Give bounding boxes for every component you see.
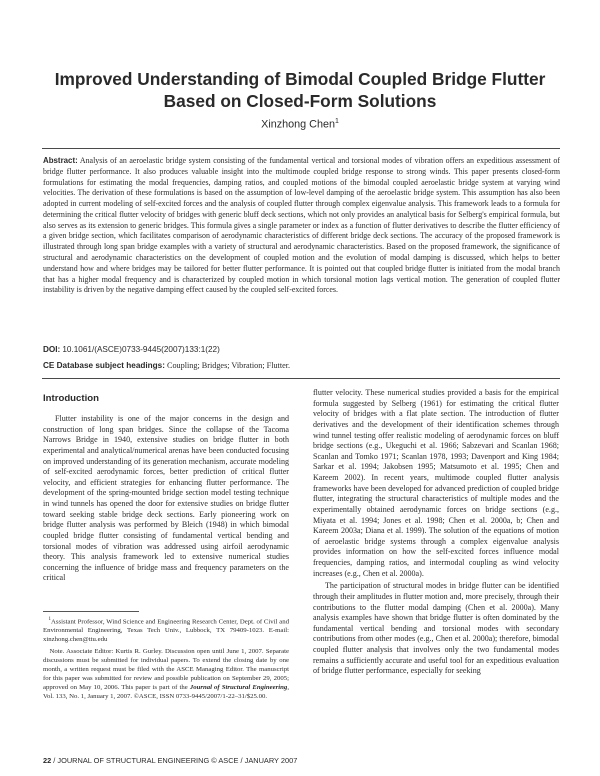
introduction-paragraph-2: [313, 581, 559, 677]
introduction-paragraph-1-continued: flutter velocity. These numerical studies provided a basis for the empirical formula suggested by Selberg (1961) for estimating the critical flutter velocity of bridges with a flat plate section. The introduction of flutter derivatives and the development of their identification schemes through wind tunnel testing offer realistic modeling of aerodynamic forces on bluff bridge sections (e.g., Ukeguchi et al. 1966; Sabzevari and Scanlan 1968; Scanlan and Tomko 1971; Scanlan 1978, 1993; Davenport and King 1984; Sarkar et al. 1994; Jakobsen 1995; Matsumoto et al. 1995; Chen and Kareem 2002). In recent years, multimode coupled flutter analysis frameworks have been developed for advanced prediction of coupled bridge flutter, integrating the structural characteristics of multiple modes and the experimentally obtained aerodynamic forces on bridge sections (e.g., Miyata et al. 1994; Jones et al. 1998; Chen et al. 2000a, b; Chen and Kareem 2003a; Diana et al. 1999). The solution of the equations of motion of aeroelastic bridge systems through a complex eigenvalue analysis provides information on how the self-excited forces influence modal frequencies, damping ratios, and intermodal coupling as wind velocity increases (e.g., Chen et al. 2000a).: [313, 388, 559, 578]
footer-journal-line: / JOURNAL OF STRUCTURAL ENGINEERING © ASCE / JANUARY 2007: [53, 756, 298, 765]
author-name: Xinzhong Chen: [261, 118, 335, 131]
abstract-top-rule: [42, 148, 560, 149]
paper-title: [20, 68, 580, 112]
footnote-rule: [43, 611, 139, 612]
author-footnote-mark: 1: [334, 118, 339, 125]
subject-headings-value: Coupling; Bridges; Vibration; Flutter.: [166, 361, 291, 370]
left-column: [43, 393, 289, 584]
note-text-after: , Vol. 133, No. 1, January 1, 2007. ©ASCE, ISSN 0733-9445/2007/1-22–31/$25.00.: [43, 683, 289, 700]
page-number: 22: [43, 756, 52, 765]
author-line: [0, 118, 600, 131]
note-text-before: Note. Associate Editor: Kurtis R. Gurley. Discussion open until June 1, 2007. Separate discussions must be submitted for individual papers. To extend the closing date by one month, a written request must be filed with the ASCE Managing Editor. The manuscript for this paper was submitted for review and possible publication on September 29, 2005; approved on May 10, 2006. This paper is part of the: [43, 647, 290, 691]
abstract-bottom-rule: [42, 378, 560, 379]
subject-headings-label: CE Database subject headings:: [43, 361, 165, 370]
doi-line: [43, 345, 560, 354]
journal-name: Journal of Structural Engineering: [189, 683, 288, 691]
introduction-heading: Introduction: [43, 393, 99, 404]
abstract-label: Abstract:: [43, 156, 78, 165]
introduction-paragraph-1: [43, 414, 289, 584]
footnote-mark: 1: [48, 617, 52, 622]
footnote-note: [43, 648, 289, 701]
abstract-text: Analysis of an aeroelastic bridge system consisting of the fundamental vertical and torsional modes of vibration offers an expeditious assessment of bridge flutter performance. It also produces valuable insight into the multimode coupled bridge response to strong winds. This paper presents closed-form formulations for estimating the modal frequencies, damping ratios, and coupled motions of the bimodal coupled aeroelastic bridge system at varying wind velocities. The derivation of these formulations is based on the assumption of low-level damping of the aeroelastic bridge system. This assumption has also been adopted in current modeling of self-excited forces and the analysis of coupled flutter through complex eigenvalue analysis. This framework leads to a formula for determining the critical flutter velocity of bridges with generic bluff deck sections, which not only provides an analytical basis for Selberg's empirical formula, but also serves as its extension to generic bridges. This formula gives a single parameter or index as a function of flutter derivatives to describe the flutter efficiency of a given bridge section, which facilitates comparison of aerodynamic characteristics of different bridge deck sections. The accuracy of the proposed framework is illustrated through long span bridge examples with a variety of structural and aerodynamic characteristics. Based on the proposed framework, the significance of structural and aerodynamic characteristics on the development of coupled motion and the evolution of modal damping is discussed, which helps to better understand how and where bridges may be tailored for better flutter performance. It is pointed out that coupled bridge flutter is initiated from the modal branch that has a higher modal frequency and is characterized by coupled motion in which torsional motion lags vertical motion. The generation of coupled flutter instability is driven by the negative damping effect caused by the coupled self-excited forces.: [43, 156, 560, 295]
right-column: [313, 388, 559, 677]
paper-title-line-2: Based on Closed-Form Solutions: [163, 91, 437, 111]
doi-label: DOI:: [43, 345, 61, 354]
paper-title-line-1: Improved Understanding of Bimodal Coupled Bridge Flutter: [54, 69, 546, 89]
footnotes: [43, 616, 289, 701]
abstract: [43, 156, 560, 296]
introduction-right-text-2: The participation of structural modes in bridge flutter can be identified through their amplitudes in flutter motion and, more precisely, through their contributions to the flutter modal damping (Chen et al. 2000a). Many analysis examples have shown that bridge flutter is often dominated by the fundamental vertical bending and torsional modes with secondary contributions from other modes (e.g., Chen et al. 2000a); therefore, bimodal coupled flutter analysis that involves only the two fundamental modes remains a sufficiently accurate and useful tool for an expeditious evaluation of bridge flutter performance, especially for seeking: [313, 581, 559, 676]
doi-value[interactable]: 10.1061/(ASCE)0733-9445(2007)133:1(22): [62, 345, 220, 354]
footnote-affiliation: [43, 616, 289, 645]
subject-headings: [43, 361, 560, 370]
introduction-left-text: Flutter instability is one of the major concerns in the design and construction of long span bridges. Since the collapse of the Tacoma Narrows Bridge in 1940, extensive studies on bridge flutter in both experimental and analytical/numerical arenas have been conducted focusing on improved understanding of its generation mechanism, accurate modeling of self-excited aerodynamic forces, better prediction of critical flutter velocity, and efficient strategies for enhancing flutter performance. The development of the spring-mounted bridge section model testing technique in wind tunnels has opened the door for extensive studies on bridge flutter toward seeking stable bridge deck sections. Early pioneering work on bridge flutter analysis was performed by Bleich (1948) in which bimodal coupled bridge flutter consisting of fundamental vertical bending and torsional modes of vibration was addressed using airfoil aerodynamic theory. This analysis framework led to extensive numerical studies concerning the influence of bridge mass and frequency parameters on the critical: [43, 414, 289, 583]
page-footer: [43, 756, 443, 765]
affiliation-text: Assistant Professor, Wind Science and Engineering Research Center, Dept. of Civil and Environmental Engineering, Texas Tech Univ., Lubbock, TX 79409-1023. E-mail: xinzhong.chen@ttu.edu: [43, 618, 290, 644]
